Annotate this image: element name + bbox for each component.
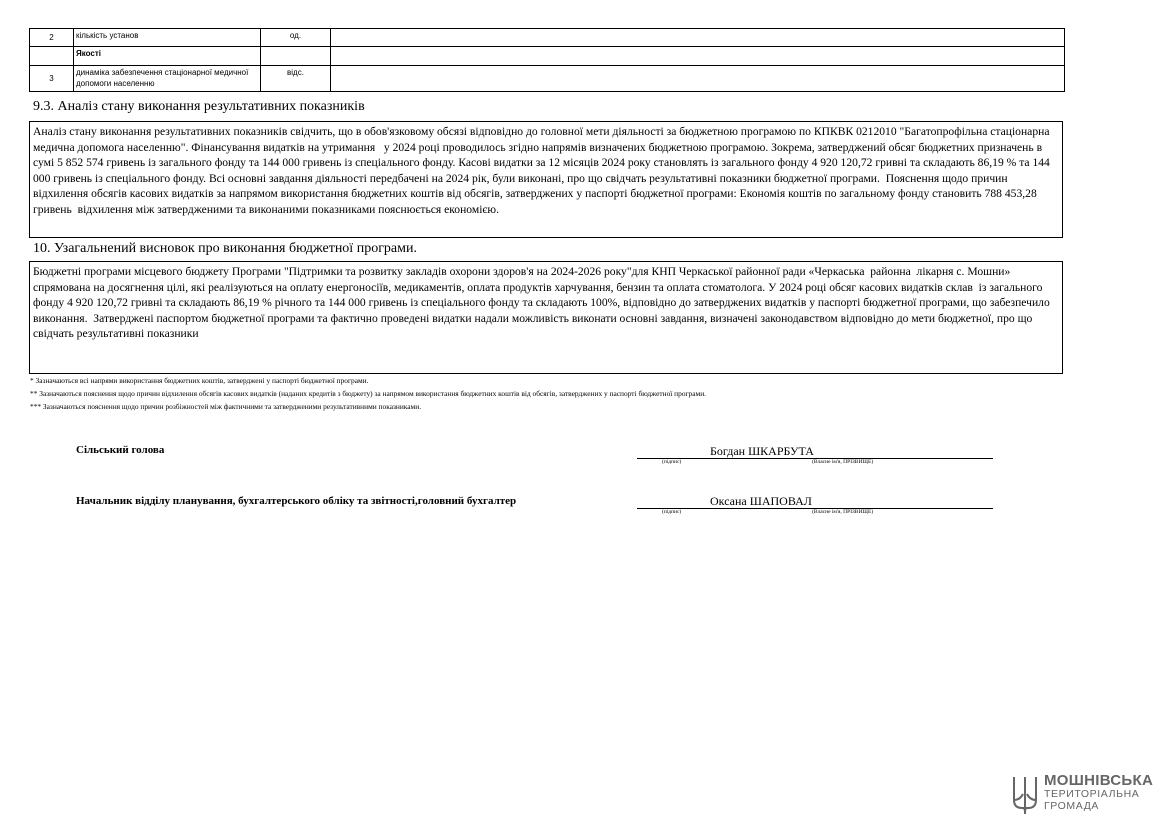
logo-line-3: ГРОМАДА — [1044, 800, 1100, 812]
signatory-title-head: Сільський голова — [76, 444, 165, 456]
section-heading-9-3: 9.3. Аналіз стану виконання результативних показників — [33, 99, 365, 114]
table-section-row — [30, 47, 1065, 66]
signatory-name-head: Богдан ШКАРБУТА — [710, 444, 814, 458]
sign-caption: (підпис) — [662, 459, 682, 465]
conclusion-text-box: Бюджетні програми місцевого бюджету Програми "Підтримки та розвитку закладів охорони здоров'я на 2024-2026 року"для КНП Черкаської районної ради «Черкаська районна лікарня с. Мошни» спрямована на досягнення цілі, які реалізуються на оплату енергоносіїв, медикаментів, оплата продуктів харчування, бензин та оплата стоматолога. У 2024 році обсяг касових видатків склав із загального фонду 4 920 120,72 гривні та складають 86,19 % річного та 144 000 гривень із спеціального фонду та складають 100%, відповідно до затверджених видатків у паспорті бюджетної програми, що забезпечило виконання. Затверджені паспортом бюджетної програми та фактично проведені видатки надали можливість виконати основні завдання, визначені законодавством відповідно до мети бюджетної, про що свідчать результативні показники — [29, 261, 1063, 374]
logo-line-2: ТЕРИТОРІАЛЬНА — [1044, 788, 1140, 800]
section-heading-10: 10. Узагальнений висновок про виконання бюджетної програми. — [33, 241, 417, 256]
table-row — [30, 29, 1065, 47]
indicator-name: динаміка забезпечення стаціонарної медичної допомоги населенню — [74, 66, 261, 92]
name-caption: (Власне ім'я, ПРІЗВИЩЕ) — [812, 459, 874, 465]
sign-caption: (підпис) — [662, 509, 682, 515]
row-number: 2 — [30, 29, 74, 47]
indicator-unit — [261, 47, 331, 66]
indicator-value — [331, 66, 1065, 92]
footnote-3: *** Зазначаються пояснення щодо причин розбіжностей між фактичними та затвердженими результативними показниками. — [30, 402, 422, 411]
indicator-unit: од. — [261, 29, 331, 47]
logo-text — [1044, 773, 1153, 812]
logo-line-1: МОШНІВСЬКА — [1044, 772, 1154, 789]
section-label: Якості — [74, 47, 261, 66]
trident-icon — [1010, 774, 1040, 816]
analysis-text-box: Аналіз стану виконання результативних показників свідчить, що в обов'язковому обсязі відповідно до головної мети діяльності за бюджетною програмою по КПКВК 0212010 "Багатопрофільна стаціонарна медична допомога населенню". Фінансування видатків на утримання у 2024 році проводилось згідно напрямів визначених бюджетною програмою. Зокрема, затверджений обсяг бюджетних призначень в сумі 5 852 574 гривень із загального фонду та 144 000 гривень із спеціального фонду. Касові видатки за 12 місяців 2024 року становлять із загального фонду 4 920 120,72 гривні та складають 86,19 % та 144 000 гривень із спеціального фонду. Всі основні завдання діяльності передбачені на 2024 рік, були виконані, про що свідчать результативні показники бюджетної програми. Пояснення щодо причин відхилення обсягів касових видатків за напрямом використання бюджетних коштів від обсягів, затверджених у паспорті бюджетної програми: Економія коштів по загальному фонду становить 788 453,28 гривень відхилення між затвердженими та виконаними показниками пояснюється економією. — [29, 121, 1063, 238]
community-logo — [1010, 772, 1154, 817]
indicator-name: кількість установ — [74, 29, 261, 47]
table-row — [30, 66, 1065, 92]
indicator-value — [331, 47, 1065, 66]
row-number — [30, 47, 74, 66]
signatory-name-accountant: Оксана ШАПОВАЛ — [710, 494, 812, 508]
name-caption: (Власне ім'я, ПРІЗВИЩЕ) — [812, 509, 874, 515]
footnote-2: ** Зазначаються пояснення щодо причин відхилення обсягів касових видатків (наданих кредитів з бюджету) за напрямом використання бюджетних коштів від обсягів, затверджених у паспорті бюджетної програми. — [30, 389, 707, 398]
row-number: 3 — [30, 66, 74, 92]
signatory-title-accountant: Начальник відділу планування, бухгалтерського обліку та звітності,головний бухгалтер — [76, 495, 517, 507]
indicator-unit: відс. — [261, 66, 331, 92]
indicators-table — [29, 28, 1065, 92]
indicator-value — [331, 29, 1065, 47]
footnote-1: * Зазначаються всі напрями використання бюджетних коштів, затверджені у паспорті бюджетної програми. — [30, 376, 369, 385]
